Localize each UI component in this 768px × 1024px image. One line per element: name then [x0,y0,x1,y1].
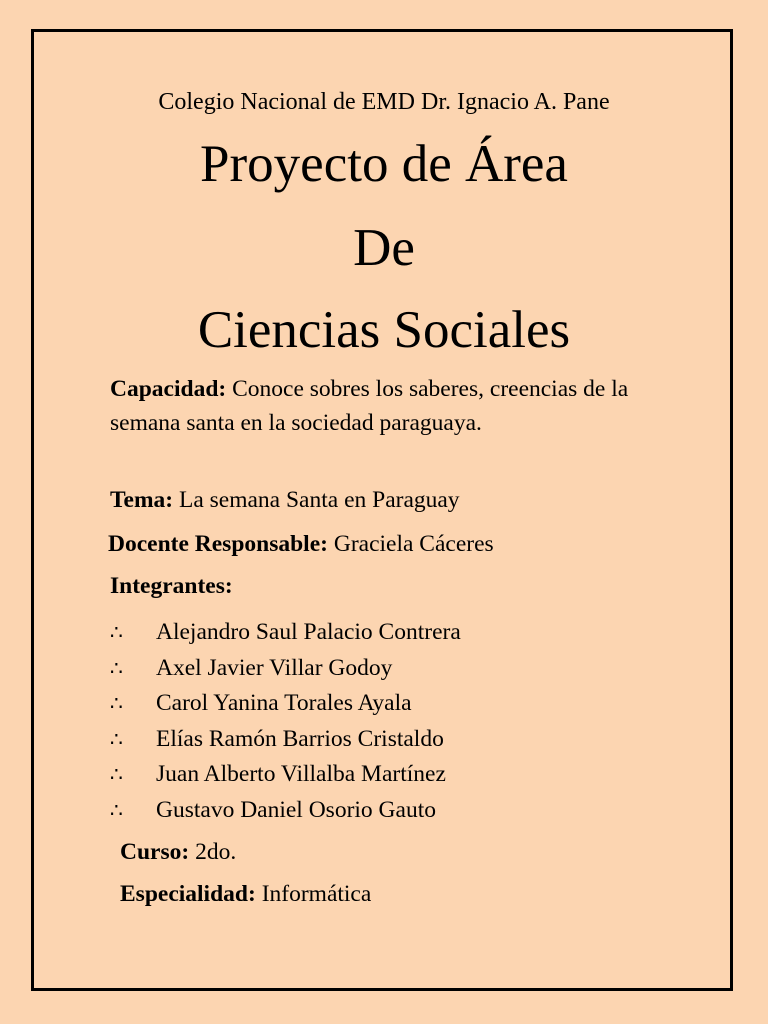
integrantes-label: Integrantes: [110,573,233,599]
docente-field [108,527,494,561]
title-line-2: De [353,219,415,277]
especialidad-label: Especialidad: [120,881,256,907]
list-item [110,686,461,722]
tema-label: Tema: [110,487,174,513]
title-line-3: Ciencias Sociales [197,301,571,359]
curso-value: 2do. [195,839,237,865]
especialidad-field [120,877,371,911]
list-item [110,651,461,687]
title-line-1: Proyecto de Área [200,135,568,193]
therefore-bullet-icon: ∴ [110,762,123,786]
therefore-bullet-icon: ∴ [110,726,123,751]
therefore-bullet-icon: ∴ [110,655,123,680]
curso-label: Curso: [120,839,190,865]
member-name: Axel Javier Villar Godoy [156,654,393,681]
member-name: Juan Alberto Villalba Martínez [156,761,446,787]
list-item [110,757,461,793]
docente-value: Graciela Cáceres [333,531,494,557]
curso-field [120,835,236,869]
member-name: Gustavo Daniel Osorio Gauto [156,796,436,823]
member-name: Carol Yanina Torales Ayala [156,690,412,716]
therefore-bullet-icon: ∴ [110,620,123,644]
capacidad-label: Capacidad: [110,376,227,402]
school-name: Colegio Nacional de EMD Dr. Ignacio A. Pane [158,89,610,115]
especialidad-value: Informática [261,881,372,907]
capacidad-field [110,372,640,440]
member-name: Elías Ramón Barrios Cristaldo [156,725,444,752]
docente-label: Docente Responsable: [108,531,328,557]
tema-field [110,483,460,517]
list-item [110,615,461,651]
therefore-bullet-icon: ∴ [110,797,123,822]
tema-value: La semana Santa en Paraguay [178,487,460,513]
list-item [110,793,461,829]
members-list [110,615,461,828]
capacidad-value: Conoce sobres los saberes, creencias de la semana santa en la sociedad paraguaya. [110,376,629,436]
list-item [110,722,461,758]
therefore-bullet-icon: ∴ [110,691,123,715]
member-name: Alejandro Saul Palacio Contrera [156,619,461,645]
